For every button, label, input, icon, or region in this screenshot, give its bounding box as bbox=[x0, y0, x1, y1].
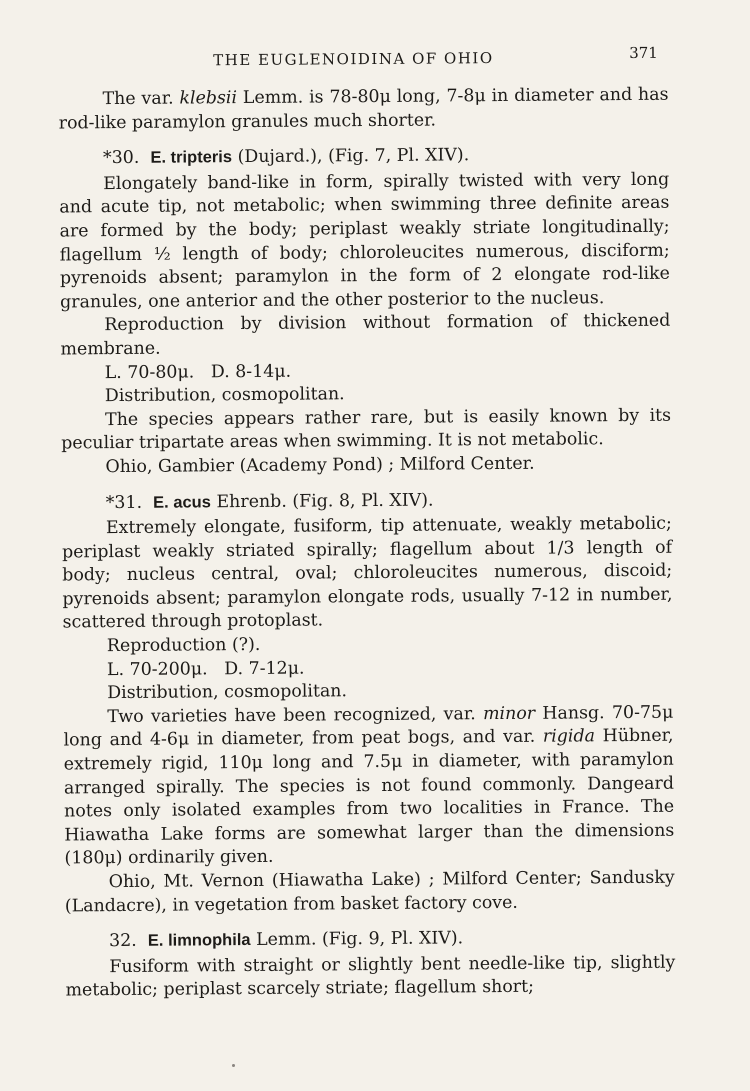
text-run: The var. bbox=[102, 88, 180, 110]
species-name: E. tripteris bbox=[150, 148, 233, 167]
species-31-localities: Ohio, Mt. Vernon (Hiawatha Lake) ; Milford Center; Sandusky (Landacre), in vegetation from basket factory cove. bbox=[64, 867, 675, 917]
species-citation: Ehrenb. (Fig. 8, Pl. XIV). bbox=[210, 490, 434, 512]
page-header bbox=[0, 43, 746, 73]
text-run: Hübner, extremely rigid, 110μ long and 7.5μ in diameter, with paramylon arranged spirally. The species is not found commonly. Dangeard notes only isolated examples from two localities in France. The Hiawatha Lake forms are somewhat larger than the dimensions (180μ) ordinarily given. bbox=[63, 726, 675, 869]
variety-klebsii-paragraph bbox=[58, 84, 668, 136]
species-30-remarks: The species appears rather rare, but is easily known by its peculiar tripartate areas when swimming. It is not metabolic. bbox=[61, 405, 672, 454]
species-31-dimensions: L. 70-200μ. D. 7-12μ. bbox=[106, 658, 305, 680]
species-30-dimensions: L. 70-80μ. D. 8-14μ. bbox=[104, 361, 292, 383]
species-number: 32. bbox=[109, 931, 137, 952]
species-name: E. acus bbox=[153, 492, 211, 512]
species-30-distribution: Distribution, cosmopolitan. bbox=[104, 384, 345, 407]
paper-speck bbox=[232, 1064, 235, 1067]
species-31-description: Extremely elongate, fusiform, tip attenuate, weakly metabolic; periplast weakly striated spirally; flagellum about 1/3 length of body; nucleus central, oval; chloroleucites numerous, discoid; pyrenoids absent; paramylon elongate rods, usually 7-12 in number, scattered through protoplast. bbox=[62, 513, 673, 633]
text-run: Hansg. 70-75μ long and 4-6μ in diameter, from peat bogs, and var. bbox=[63, 702, 674, 751]
species-name: E. limnophila bbox=[147, 931, 251, 950]
species-31-reproduction: Reproduction (?). bbox=[106, 634, 261, 657]
species-number: *31. bbox=[105, 492, 143, 513]
species-30-description: Elongately band-like in form, spirally twisted with very long and acute tip, not metabolic; when swimming three definite areas are formed by the body; periplast weakly striate longitudinally; flagellum ½ length of body; chloroleucites numerous, disciform; pyrenoids absent; paramylon in the form of 2 elongate rod-like granules, one anterior and the other posterior to the nucleus. bbox=[59, 169, 670, 313]
species-32-description: Fusiform with straight or slightly bent needle-like tip, slightly metabolic; periplast scarcely striate; flagellum short; bbox=[65, 952, 676, 1001]
species-30-reproduction: Reproduction by division without formation of thickened membrane. bbox=[60, 311, 671, 360]
species-30-localities: Ohio, Gambier (Academy Pond) ; Milford Center. bbox=[105, 453, 535, 478]
text-run: Two varieties have been recognized, var. bbox=[107, 704, 484, 727]
species-heading-30 bbox=[59, 143, 669, 171]
text-run: Lemm. is 78-80μ long, 7-8μ in diameter and has rod-like paramylon granules much shorter. bbox=[58, 84, 669, 134]
page-body bbox=[58, 84, 675, 1004]
running-head: THE EUGLENOIDINA OF OHIO bbox=[213, 49, 494, 70]
species-heading-31 bbox=[62, 487, 672, 515]
species-citation: Lemm. (Fig. 9, Pl. XIV). bbox=[250, 928, 464, 951]
page-number: 371 bbox=[629, 43, 658, 62]
variety-name: klebsii bbox=[179, 88, 238, 109]
species-citation: (Dujard.), (Fig. 7, Pl. XIV). bbox=[231, 145, 470, 168]
species-heading-32 bbox=[65, 926, 675, 954]
variety-name: minor bbox=[482, 703, 536, 725]
variety-name: rigida bbox=[542, 726, 596, 748]
species-31-remarks bbox=[63, 702, 674, 872]
species-number: *30. bbox=[102, 148, 140, 169]
species-31-distribution: Distribution, cosmopolitan. bbox=[107, 681, 348, 704]
